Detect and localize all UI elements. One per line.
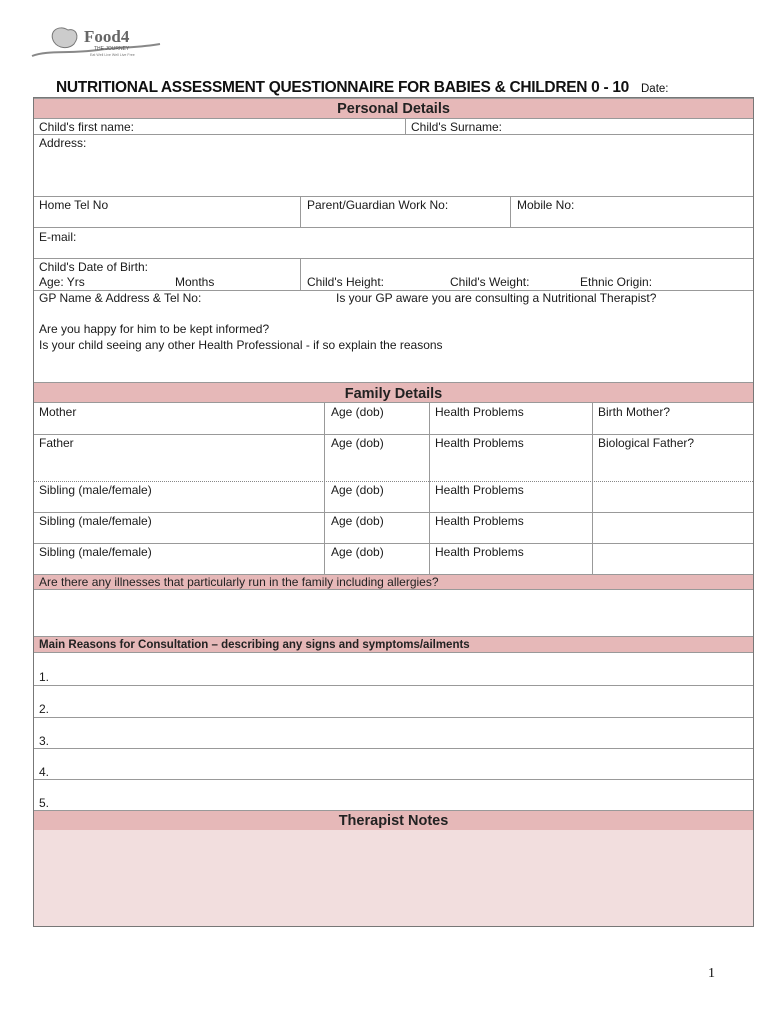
- food4-logo: [28, 20, 168, 62]
- home-tel-label: Home Tel No: [39, 198, 109, 212]
- family-details-heading: Family Details: [34, 382, 753, 403]
- months-label: Months: [175, 275, 215, 289]
- work-no-label: Parent/Guardian Work No:: [307, 198, 449, 212]
- family-member-label: Mother: [39, 405, 77, 419]
- reason-item: 1.: [39, 670, 50, 684]
- age-yrs-label: Age: Yrs: [39, 275, 85, 289]
- weight-label: Child's Weight:: [450, 275, 530, 289]
- age-dob-label: Age (dob): [331, 405, 384, 419]
- divider: [300, 258, 301, 290]
- informed-question: Are you happy for him to be kept informed?: [39, 322, 270, 336]
- age-dob-label: Age (dob): [331, 483, 384, 497]
- first-name-label: Child's first name:: [39, 120, 134, 134]
- other-professional-question: Is your child seeing any other Health Professional - if so explain the reasons: [39, 338, 443, 352]
- age-dob-label: Age (dob): [331, 436, 384, 450]
- divider: [429, 403, 430, 574]
- row-divider: [34, 717, 753, 718]
- family-member-label: Father: [39, 436, 74, 450]
- health-problems-label: Health Problems: [435, 514, 524, 528]
- reason-item: 5.: [39, 796, 50, 810]
- row-divider: [34, 685, 753, 686]
- divider: [300, 196, 301, 227]
- dob-label: Child's Date of Birth:: [39, 260, 149, 274]
- reason-item: 4.: [39, 765, 50, 779]
- gp-label: GP Name & Address & Tel No:: [39, 291, 202, 305]
- family-member-label: Sibling (male/female): [39, 545, 152, 559]
- height-label: Child's Height:: [307, 275, 384, 289]
- health-problems-label: Health Problems: [435, 436, 524, 450]
- form-title: NUTRITIONAL ASSESSMENT QUESTIONNAIRE FOR BABIES & CHILDREN 0 - 10: [56, 79, 629, 96]
- biological-father-label: Biological Father?: [598, 436, 695, 450]
- row-divider: [34, 227, 753, 228]
- reason-item: 2.: [39, 702, 50, 716]
- personal-details-heading: Personal Details: [34, 98, 753, 119]
- logo-small: Eat Well Live Well Live Free: [90, 53, 135, 57]
- email-label: E-mail:: [39, 230, 77, 244]
- consultation-reasons-heading: Main Reasons for Consultation – describing any signs and symptoms/ailments: [34, 636, 753, 653]
- divider: [592, 403, 593, 574]
- row-divider: [34, 748, 753, 749]
- health-problems-label: Health Problems: [435, 545, 524, 559]
- health-problems-label: Health Problems: [435, 405, 524, 419]
- row-divider: [34, 543, 753, 544]
- row-divider: [34, 512, 753, 513]
- reason-item: 3.: [39, 734, 50, 748]
- family-member-label: Sibling (male/female): [39, 483, 152, 497]
- mobile-label: Mobile No:: [517, 198, 575, 212]
- date-label: Date:: [641, 83, 669, 95]
- row-divider: [34, 196, 753, 197]
- age-dob-label: Age (dob): [331, 545, 384, 559]
- therapist-notes-heading: Therapist Notes: [34, 810, 753, 831]
- row-divider: [34, 134, 753, 135]
- therapist-notes-area: [34, 830, 753, 926]
- gp-aware-label: Is your GP aware you are consulting a Nutritional Therapist?: [336, 291, 657, 305]
- logo-tagline: THE JOURNEY: [94, 46, 130, 52]
- row-divider: [34, 434, 753, 435]
- family-illness-question: Are there any illnesses that particularly run in the family including allergies?: [34, 574, 753, 590]
- divider: [405, 119, 406, 134]
- surname-label: Child's Surname:: [411, 120, 502, 134]
- divider: [324, 403, 325, 574]
- assessment-form: [33, 97, 754, 927]
- row-divider: [34, 481, 753, 482]
- divider: [510, 196, 511, 227]
- health-problems-label: Health Problems: [435, 483, 524, 497]
- birth-mother-label: Birth Mother?: [598, 405, 671, 419]
- row-divider: [34, 258, 753, 259]
- logo-text: Food4: [84, 27, 130, 46]
- row-divider: [34, 779, 753, 780]
- address-label: Address:: [39, 136, 87, 150]
- age-dob-label: Age (dob): [331, 514, 384, 528]
- page-number: 1: [708, 966, 715, 981]
- ethnic-origin-label: Ethnic Origin:: [580, 275, 653, 289]
- family-member-label: Sibling (male/female): [39, 514, 152, 528]
